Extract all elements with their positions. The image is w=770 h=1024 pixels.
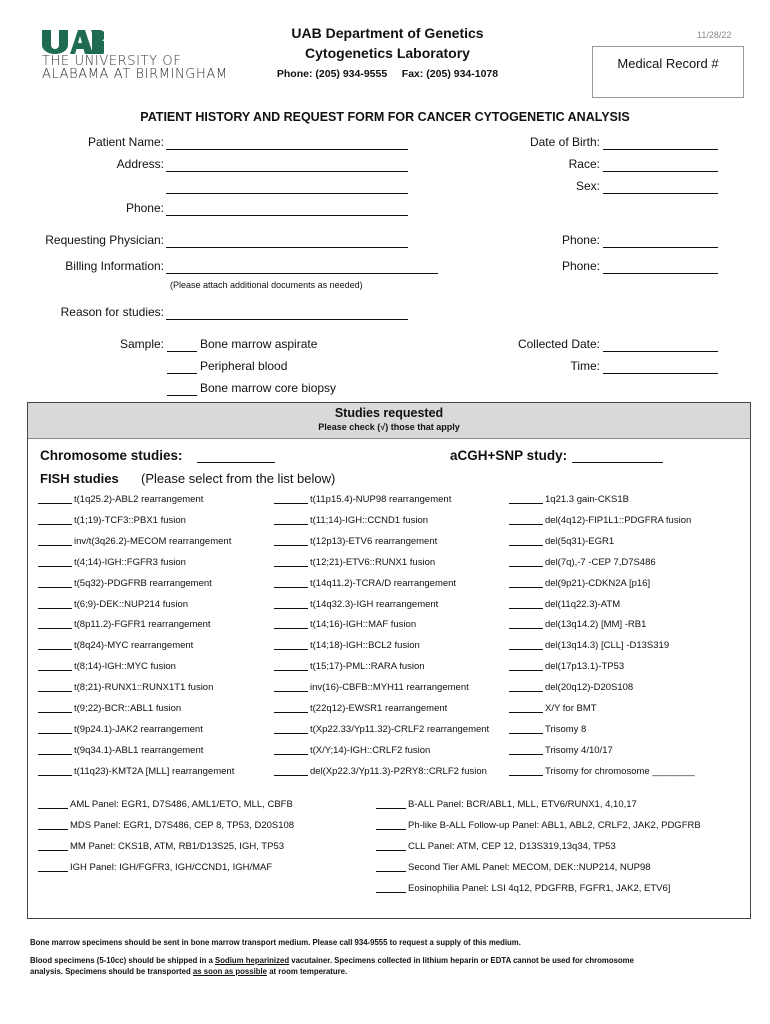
studies-header (28, 403, 750, 439)
fax-text: Fax: (205) 934-1078 (401, 68, 499, 80)
fish-probe-item (509, 515, 691, 526)
fish-panel-label: IGH Panel: IGH/FGFR3, IGH/CCND1, IGH/MAF (70, 861, 273, 873)
fish-probe-label: del(5q31)-EGR1 (545, 535, 615, 547)
fish-probe-item (274, 724, 489, 735)
studies-title: Studies requested (334, 406, 444, 420)
fish-panel-checkbox[interactable] (38, 808, 68, 809)
fish-probe-label: del(13q14.3) [CLL] -D13S319 (545, 640, 670, 652)
fish-probe-item (274, 766, 487, 777)
race-field[interactable] (603, 171, 718, 172)
fish-panel-item (376, 883, 670, 894)
fish-probe-item (38, 745, 203, 756)
fish-probe-label: del(17p13.1)-TP53 (545, 661, 625, 673)
fish-probe-checkbox[interactable] (274, 712, 308, 713)
fish-panel-label: CLL Panel: ATM, CEP 12, D13S319,13q34, TP53 (408, 840, 616, 852)
address-field-2[interactable] (166, 193, 408, 194)
fish-probe-label: inv(16)-CBFB::MYH11 rearrangement (310, 682, 469, 694)
fish-probe-label: t(11q23)-KMT2A [MLL] rearrangement (74, 765, 235, 777)
fish-probe-label: t(14q32.3)-IGH rearrangement (310, 598, 439, 610)
fish-probe-label: inv/t(3q26.2)-MECOM rearrangement (74, 535, 232, 547)
fish-probe-label: Trisomy for chromosome ________ (545, 765, 695, 777)
lab-title: Cytogenetics Laboratory (305, 45, 470, 61)
fish-probe-label: t(11;14)-IGH::CCND1 fusion (310, 514, 429, 526)
requesting-physician-field[interactable] (166, 247, 408, 248)
reason-field[interactable] (166, 319, 408, 320)
fish-probe-checkbox[interactable] (274, 628, 308, 629)
fish-probe-checkbox[interactable] (274, 608, 308, 609)
fish-probe-checkbox[interactable] (38, 503, 72, 504)
fish-panel-checkbox[interactable] (376, 850, 406, 851)
contact-line (240, 68, 535, 80)
race-label: Race: (568, 157, 600, 171)
fish-probe-label: del(13q14.2) [MM] -RB1 (545, 619, 647, 631)
fish-probe-label: del(4q12)-FIP1L1::PDGFRA fusion (545, 514, 692, 526)
sample-label: Sample: (119, 337, 164, 351)
physician-phone-field[interactable] (603, 247, 718, 248)
billing-phone-label: Phone: (561, 259, 600, 273)
fish-probe-label: X/Y for BMT (545, 703, 597, 714)
footer-note-2a: Blood specimens (5-10cc) should be shipped in a (30, 956, 215, 965)
fish-probe-checkbox[interactable] (509, 691, 543, 692)
fish-probe-checkbox[interactable] (38, 712, 72, 713)
patient-phone-label: Phone: (125, 201, 164, 215)
fish-probe-item (38, 536, 231, 547)
fish-panel-label: MDS Panel: EGR1, D7S486, CEP 8, TP53, D20S108 (70, 819, 295, 831)
fish-panel-item (38, 841, 284, 852)
form-date: 11/28/22 (697, 30, 732, 40)
billing-phone-field[interactable] (603, 273, 718, 274)
fish-probe-item (38, 494, 203, 505)
sample-option-1: Bone marrow aspirate (200, 337, 318, 351)
dob-field[interactable] (603, 149, 718, 150)
fish-probe-checkbox[interactable] (274, 524, 308, 525)
fish-probe-checkbox[interactable] (274, 649, 308, 650)
sample-check-2[interactable] (167, 373, 197, 374)
address-field-1[interactable] (166, 171, 408, 172)
footer-note-2b: vacutainer. Specimens collected in lithium heparin or EDTA cannot be used for chromosome (289, 956, 634, 965)
fish-probe-label: del(Xp22.3/Yp11.3)-P2RY8::CRLF2 fusion (310, 765, 487, 777)
fish-probe-label: del(11q22.3)-ATM (545, 598, 621, 610)
fish-probe-item (509, 578, 650, 589)
fish-probe-item (38, 766, 234, 777)
fish-probe-label: t(9p24.1)-JAK2 rearrangement (74, 723, 203, 735)
sample-check-1[interactable] (167, 351, 197, 352)
fish-probe-checkbox[interactable] (274, 503, 308, 504)
logo-text-line2: ALABAMA AT BIRMINGHAM (42, 67, 228, 82)
fish-probe-checkbox[interactable] (509, 733, 543, 734)
footer-note-3a: analysis. Specimens should be transported (30, 967, 193, 976)
fish-probe-item (509, 599, 620, 610)
fish-probe-label: t(14;18)-IGH::BCL2 fusion (310, 640, 420, 652)
fish-probe-checkbox[interactable] (38, 524, 72, 525)
fish-panel-label: B-ALL Panel: BCR/ABL1, MLL, ETV6/RUNX1, 4,10,17 (408, 799, 637, 810)
acgh-snp-label: aCGH+SNP study: (450, 448, 568, 463)
fish-probe-label: t(14q11.2)-TCRA/D rearrangement (310, 577, 457, 589)
fish-probe-label: t(11p15.4)-NUP98 rearrangement (310, 494, 452, 505)
fish-probe-item (274, 515, 428, 526)
patient-name-field[interactable] (166, 149, 408, 150)
fish-panel-checkbox[interactable] (376, 892, 406, 893)
footer-note-3b: at room temperature. (267, 967, 348, 976)
fish-panel-checkbox[interactable] (376, 829, 406, 830)
sample-option-2: Peripheral blood (200, 359, 288, 373)
fish-probe-label: del(20q12)-D20S108 (545, 682, 634, 694)
patient-phone-field[interactable] (166, 215, 408, 216)
footer-note-3u: as soon as possible (192, 967, 268, 976)
fish-probe-label: Trisomy 8 (545, 723, 587, 735)
fish-probe-checkbox[interactable] (274, 587, 308, 588)
studies-subtitle: Please check (√) those that apply (318, 422, 460, 432)
fish-probe-checkbox[interactable] (274, 691, 308, 692)
fish-probe-checkbox[interactable] (509, 545, 543, 546)
sex-field[interactable] (603, 193, 718, 194)
fish-probe-item (38, 661, 176, 672)
footer-note-2u: Sodium heparinized (215, 956, 290, 965)
fish-probe-item (274, 557, 435, 568)
fish-probe-item (274, 599, 438, 610)
uab-logo-icon (42, 30, 104, 54)
billing-field[interactable] (166, 273, 438, 274)
fish-probe-item (509, 724, 586, 735)
fish-probe-label: t(15;17)-PML::RARA fusion (310, 661, 425, 673)
fish-panel-checkbox[interactable] (38, 871, 68, 872)
fish-probe-item (274, 578, 456, 589)
fish-probe-item (274, 745, 430, 756)
fish-probe-checkbox[interactable] (509, 608, 543, 609)
billing-label: Billing Information: (65, 259, 164, 273)
fish-probe-checkbox[interactable] (38, 587, 72, 588)
fish-probe-item (509, 557, 656, 568)
fish-probe-checkbox[interactable] (274, 670, 308, 671)
fish-studies-note: (Please select from the list below) (141, 471, 336, 486)
address-label: Address: (116, 157, 164, 171)
fish-probe-checkbox[interactable] (38, 649, 72, 650)
fish-probe-checkbox[interactable] (509, 587, 543, 588)
fish-probe-item (274, 682, 469, 693)
fish-probe-label: 1q21.3 gain-CKS1B (545, 494, 629, 505)
fish-probe-item (38, 557, 186, 568)
fish-probe-checkbox[interactable] (274, 775, 308, 776)
fish-probe-label: t(5q32)-PDGFRB rearrangement (74, 577, 212, 589)
fish-probe-item (38, 578, 212, 589)
fish-probe-checkbox[interactable] (38, 691, 72, 692)
collected-date-field[interactable] (603, 351, 718, 352)
fish-probe-item (509, 703, 597, 714)
fish-probe-label: Trisomy 4/10/17 (545, 744, 613, 756)
fish-probe-checkbox[interactable] (274, 545, 308, 546)
fish-probe-item (274, 619, 416, 630)
fish-probe-item (509, 745, 613, 756)
fish-probe-checkbox[interactable] (509, 775, 543, 776)
fish-panel-label: Ph-like B-ALL Follow-up Panel: ABL1, ABL2, CRLF2, JAK2, PDGFRB (408, 819, 701, 831)
fish-probe-item (509, 766, 695, 777)
fish-panel-checkbox[interactable] (376, 808, 406, 809)
logo-text-line1: THE UNIVERSITY OF (42, 54, 182, 69)
fish-probe-checkbox[interactable] (509, 670, 543, 671)
fish-probe-item (38, 619, 211, 630)
fish-panel-item (376, 862, 651, 873)
fish-panel-checkbox[interactable] (38, 829, 68, 830)
fish-probe-item (274, 536, 437, 547)
fish-probe-item (509, 494, 629, 505)
fish-probe-checkbox[interactable] (509, 503, 543, 504)
fish-probe-checkbox[interactable] (509, 712, 543, 713)
fish-probe-checkbox[interactable] (38, 608, 72, 609)
fish-probe-checkbox[interactable] (38, 628, 72, 629)
fish-panel-label: MM Panel: CKS1B, ATM, RB1/D13S25, IGH, TP53 (70, 840, 285, 852)
fish-panel-label: Second Tier AML Panel: MECOM, DEK::NUP214, NUP98 (408, 861, 651, 873)
form-title: PATIENT HISTORY AND REQUEST FORM FOR CANCER CYTOGENETIC ANALYSIS (140, 110, 630, 124)
fish-panel-label: Eosinophilia Panel: LSI 4q12, PDGFRB, FGFR1, JAK2, ETV6] (408, 882, 671, 894)
fish-probe-checkbox[interactable] (274, 566, 308, 567)
fish-probe-label: t(X/Y;14)-IGH::CRLF2 fusion (310, 744, 431, 756)
fish-panel-item (376, 841, 616, 852)
fish-probe-item (274, 640, 420, 651)
fish-probe-item (274, 494, 451, 505)
footer-note-1: Bone marrow specimens should be sent in bone marrow transport medium. Please call 934-9555 to request a supply of this medium. (30, 938, 521, 947)
fish-probe-checkbox[interactable] (509, 649, 543, 650)
acgh-snp-check[interactable] (572, 462, 663, 463)
fish-probe-label: t(1;19)-TCF3::PBX1 fusion (74, 514, 186, 526)
fish-probe-label: t(8q24)-MYC rearrangement (74, 640, 194, 652)
sex-label: Sex: (575, 179, 600, 193)
collected-date-label: Collected Date: (517, 337, 600, 351)
fish-probe-checkbox[interactable] (38, 775, 72, 776)
fish-probe-item (509, 640, 669, 651)
fish-probe-label: t(1q25.2)-ABL2 rearrangement (74, 494, 204, 505)
fish-panel-checkbox[interactable] (376, 871, 406, 872)
fish-probe-item (38, 640, 193, 651)
fish-probe-checkbox[interactable] (274, 733, 308, 734)
reason-label: Reason for studies: (60, 305, 164, 319)
fish-probe-label: del(9p21)-CDKN2A [p16] (545, 577, 651, 589)
fish-probe-label: t(14;16)-IGH::MAF fusion (310, 619, 417, 631)
fish-probe-checkbox[interactable] (38, 670, 72, 671)
fish-probe-checkbox[interactable] (509, 628, 543, 629)
fish-probe-item (38, 703, 181, 714)
fish-probe-item (509, 682, 633, 693)
sample-option-3: Bone marrow core biopsy (200, 381, 337, 395)
fish-panel-checkbox[interactable] (38, 850, 68, 851)
fish-probe-item (38, 515, 186, 526)
fish-panel-item (376, 799, 637, 810)
chromosome-studies-label: Chromosome studies: (40, 448, 183, 463)
requesting-physician-label: Requesting Physician: (45, 233, 164, 247)
fish-panel-label: AML Panel: EGR1, D7S486, AML1/ETO, MLL, CBFB (70, 799, 293, 810)
fish-probe-item (274, 703, 447, 714)
sample-check-3[interactable] (167, 395, 197, 396)
fish-probe-label: t(9q34.1)-ABL1 rearrangement (74, 744, 204, 756)
physician-phone-label: Phone: (561, 233, 600, 247)
fish-probe-checkbox[interactable] (509, 524, 543, 525)
fish-probe-checkbox[interactable] (38, 566, 72, 567)
fish-probe-label: t(12;21)-ETV6::RUNX1 fusion (310, 556, 436, 568)
fish-probe-checkbox[interactable] (509, 566, 543, 567)
department-title: UAB Department of Genetics (291, 25, 484, 41)
fish-probe-label: t(9;22)-BCR::ABL1 fusion (74, 703, 182, 714)
fish-probe-label: t(22q12)-EWSR1 rearrangement (310, 703, 448, 714)
fish-panel-item (38, 820, 294, 831)
fish-probe-label: t(8p11.2)-FGFR1 rearrangement (74, 619, 211, 631)
fish-studies-label: FISH studies (40, 471, 119, 486)
time-label: Time: (570, 359, 600, 373)
footer-note-2 (30, 955, 740, 977)
medical-record-box[interactable]: Medical Record # (592, 46, 744, 98)
fish-probe-item (38, 599, 188, 610)
fish-probe-checkbox[interactable] (38, 733, 72, 734)
fish-probe-label: t(6;9)-DEK::NUP214 fusion (74, 598, 189, 610)
fish-probe-label: t(8;14)-IGH::MYC fusion (74, 661, 176, 673)
fish-probe-label: t(4;14)-IGH::FGFR3 fusion (74, 556, 186, 568)
time-field[interactable] (603, 373, 718, 374)
fish-probe-item (38, 682, 213, 693)
fish-probe-item (509, 661, 624, 672)
dob-label: Date of Birth: (529, 135, 600, 149)
chromosome-studies-check[interactable] (197, 462, 275, 463)
attach-note: (Please attach additional documents as needed) (170, 280, 363, 290)
fish-probe-item (509, 536, 614, 547)
fish-probe-checkbox[interactable] (38, 545, 72, 546)
fish-probe-checkbox[interactable] (274, 754, 308, 755)
fish-probe-item (274, 661, 425, 672)
fish-probe-checkbox[interactable] (38, 754, 72, 755)
fish-probe-label: t(Xp22.33/Yp11.32)-CRLF2 rearrangement (310, 723, 490, 735)
fish-panel-item (38, 862, 272, 873)
fish-probe-label: del(7q),-7 -CEP 7,D7S486 (545, 556, 656, 568)
fish-probe-checkbox[interactable] (509, 754, 543, 755)
fish-probe-item (509, 619, 646, 630)
fish-panel-item (38, 799, 293, 810)
phone-text: Phone: (205) 934-9555 (276, 68, 388, 80)
fish-probe-item (38, 724, 203, 735)
patient-name-label: Patient Name: (87, 135, 164, 149)
fish-probe-label: t(8;21)-RUNX1::RUNX1T1 fusion (74, 682, 214, 694)
fish-panel-item (376, 820, 701, 831)
fish-probe-label: t(12p13)-ETV6 rearrangement (310, 535, 438, 547)
